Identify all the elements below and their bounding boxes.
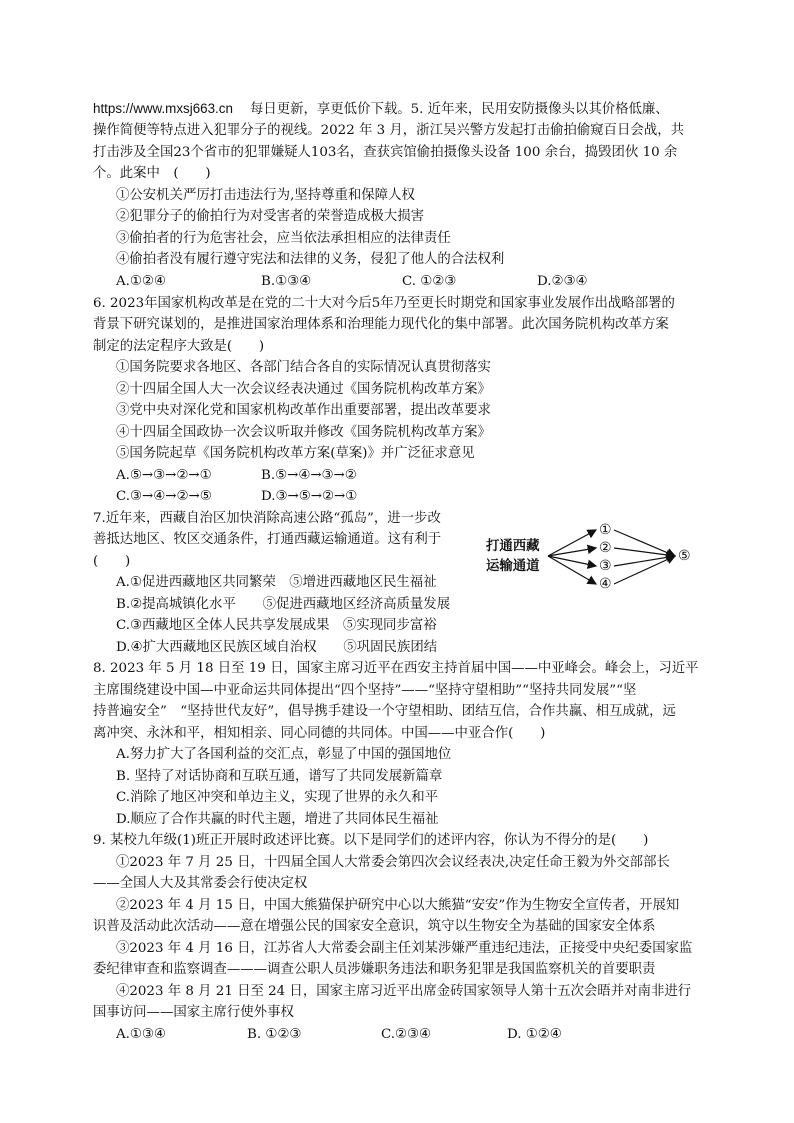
diagram-node-2: ② [599, 540, 612, 556]
q8-option-b: B. 坚持了对话协商和互联互通，谱写了共同发展新篇章 [116, 769, 443, 784]
diagram-node-4: ④ [599, 576, 612, 592]
q5-item-3: ③偷拍者的行为危害社会，应当依法承担相应的法律责任 [116, 231, 451, 246]
q9-item-3b: 委纪律审查和监察调查———调查公职人员涉嫌职务违法和职务犯罪是我国监察机关的首要职责 [93, 962, 656, 977]
q8-line-1: 8. 2023 年 5 月 18 日至 19 日，国家主席习近平在西安主持首届中国——中亚峰会。峰会上，习近平 [93, 661, 699, 676]
q9-item-1a: ①2023 年 7 月 25 日，十四届全国人大常委会第四次会议经表决,决定任命王毅为外交部部长 [116, 855, 670, 870]
header-notice: 每日更新，享更低价下载。 [249, 102, 411, 117]
q7-option-b: B.②提高城镇化水平 ⑤促进西藏地区经济高质量发展 [116, 597, 451, 612]
diagram-label-line-2: 运输通道 [486, 559, 540, 574]
q5-line-1 [93, 99, 669, 120]
q5-item-2: ②犯罪分子的偷拍行为对受害者的荣誉造成极大损害 [116, 209, 424, 224]
diagram-target-node: ⑤ [678, 548, 691, 564]
q8-line-2: 主席围绕建设中国—中亚命运共同体提出“四个坚持”——“坚持守望相助”“坚持共同发展”“坚 [93, 683, 637, 698]
q9-option-d: D. ①②④ [507, 1027, 562, 1042]
q5-stem-start: 5. 近年来，民用安防摄像头以其价格低廉、 [410, 102, 669, 117]
q7-diagram [484, 520, 704, 592]
q9-item-4a: ④2023 年 8 月 21 日至 24 日，国家主席习近平出席金砖国家领导人第十五次会晤并对南非进行 [116, 984, 692, 999]
q9-item-2b: 识普及活动此次活动——意在增强公民的国家安全意识，筑守以生物安全为基础的国家安全体系 [93, 919, 656, 934]
q8-option-c: C.消除了地区冲突和单边主义，实现了世界的永久和平 [116, 790, 439, 805]
q7-line-1: 7.近年来，西藏自治区加快消除高速公路“孤岛”，进一步改 [93, 511, 441, 526]
arrow-node-3-to-target [614, 556, 675, 566]
diagram-node-1: ① [599, 522, 612, 538]
q5-item-1: ①公安机关严厉打击违法行为,坚持尊重和保障人权 [116, 188, 415, 203]
q6-option-c: C.③→④→②→⑤ [116, 489, 212, 504]
q9-item-2a: ②2023 年 4 月 15 日，中国大熊猫保护研究中心以大熊猫“安安”作为生物安全宣传者，开展知 [116, 898, 680, 913]
q6-option-d: D.③→⑤→②→① [261, 489, 358, 504]
q6-item-1: ①国务院要求各地区、各部门结合各自的实际情况认真贯彻落实 [116, 360, 491, 375]
q7-option-d: D.④扩大西藏地区民族区域自治权 ⑤巩固民族团结 [116, 640, 438, 655]
q5-item-4: ④偷拍者没有履行遵守宪法和法律的义务，侵犯了他人的合法权利 [116, 252, 505, 267]
source-url: https://www.mxsj663.cn [93, 101, 233, 116]
q5-option-d: D.②③④ [537, 274, 588, 289]
q6-item-2: ②十四届全国人大一次会议经表决通过《国务院机构改革方案》 [116, 382, 491, 397]
q6-line-1: 6. 2023年国家机构改革是在党的二十大对今后5年乃至更长时期党和国家事业发展作出战略部署的 [93, 296, 675, 311]
q7-option-a: A.①促进西藏地区共同繁荣 ⑤增进西藏地区民生福祉 [116, 575, 437, 590]
q6-line-3: 制定的法定程序大致是( ) [93, 339, 265, 354]
q9-option-a: A.①③④ [116, 1027, 166, 1042]
q6-item-3: ③党中央对深化党和国家机构改革作出重要部署，提出改革要求 [116, 403, 491, 418]
q5-line-3: 打击涉及全国23个省市的犯罪嫌疑人103名，查获宾馆偷拍摄像头设备 100 余台，捣毁团伙 10 余 [93, 145, 678, 160]
q5-line-2: 操作简便等特点进入犯罪分子的视线。2022 年 3 月，浙江吴兴警方发起打击偷拍偷窥百日会战，共 [93, 123, 684, 138]
q7-option-c: C.③西藏地区全体人民共享发展成果 ⑤实现同步富裕 [116, 618, 437, 633]
q9-item-4b: 国事访问——国家主席行使外事权 [93, 1005, 294, 1020]
q7-diagram-arrows [484, 520, 704, 592]
q5-option-a: A.①②④ [116, 274, 166, 289]
arrow-to-node-3 [548, 556, 596, 566]
q6-item-5: ⑤国务院起草《国务院机构改革方案(草案)》并广泛征求意见 [116, 446, 475, 461]
q6-line-2: 背景下研究谋划的，是推进国家治理体系和治理能力现代化的集中部署。此次国务院机构改革方案 [93, 317, 669, 332]
q9-item-1b: ——全国人大及其常委会行使决定权 [93, 876, 308, 891]
diagram-node-3: ③ [599, 558, 612, 574]
q7-line-2: 善抵达地区、牧区交通条件，打通西藏运输通道。这有利于 [93, 532, 442, 547]
q8-option-d: D.顺应了合作共赢的时代主题，增进了共同体民生福祉 [116, 812, 439, 827]
arrow-to-node-4 [548, 556, 596, 584]
arrow-node-4-to-target [614, 556, 675, 584]
q7-line-3: ( ) [93, 554, 131, 569]
q9-option-c: C.②③④ [381, 1027, 432, 1042]
q8-option-a: A.努力扩大了各国利益的交汇点，彰显了中国的强国地位 [116, 747, 452, 762]
q6-option-a: A.⑤→③→②→① [116, 468, 212, 483]
q5-option-b: B.①③④ [261, 274, 312, 289]
diagram-label-line-1: 打通西藏 [486, 539, 540, 554]
q8-line-4: 离冲突、永沐和平，相知相亲、同心同德的共同体。中国——中亚合作( ) [93, 726, 546, 741]
q6-option-b: B.⑤→④→③→② [261, 468, 357, 483]
q9-line-1: 9. 某校九年级(1)班正开展时政述评比赛。以下是同学们的述评内容，你认为不得分的是( ) [93, 833, 649, 848]
q6-item-4: ④十四届全国政协一次会议听取并修改《国务院机构改革方案》 [116, 425, 491, 440]
q9-option-b: B. ①②③ [247, 1027, 302, 1042]
q5-option-c: C. ①②③ [402, 274, 457, 289]
q8-line-3: 持普遍安全” “坚持世代友好”，倡导携手建设一个守望相助、团结互信，合作共赢、相互成就，远 [93, 704, 676, 719]
q5-line-4: 个。此案中 ( ) [93, 166, 211, 181]
q9-item-3a: ③2023 年 4 月 16 日，江苏省人大常委会副主任刘某涉嫌严重违纪违法，正接受中央纪委国家监 [116, 941, 693, 956]
